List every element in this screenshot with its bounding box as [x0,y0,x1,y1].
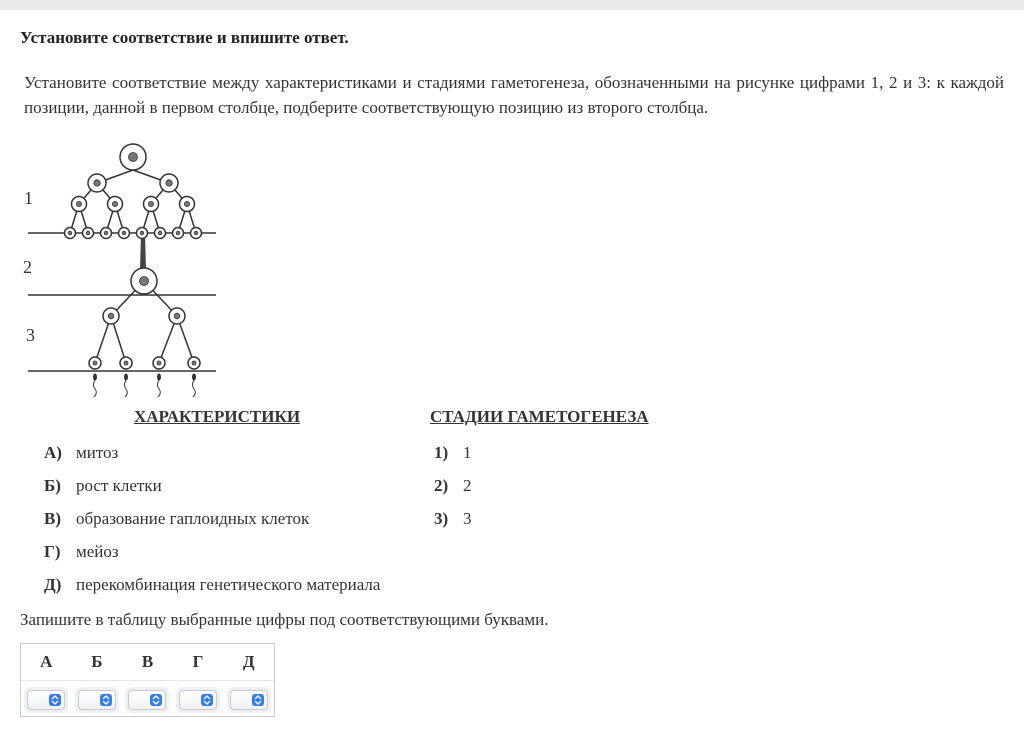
characteristic-item [44,509,309,529]
stages-header: СТАДИИ ГАМЕТОГЕНЕЗА [430,407,649,426]
answer-letter-b: Б [91,652,103,671]
answer-select-d[interactable] [230,690,268,710]
answer-select-v[interactable] [128,690,166,710]
characteristic-letter: Г) [44,542,61,561]
stage-number: 1) [434,443,449,462]
stage-text: 3 [463,509,472,528]
characteristics-header: ХАРАКТЕРИСТИКИ [134,407,301,426]
characteristic-text: рост клетки [76,476,162,495]
answer-select-g[interactable] [179,690,217,710]
stage-label-1: 1 [24,188,33,208]
stage-text: 2 [463,476,472,495]
top-bar [0,0,1024,10]
select-arrows-icon [150,694,162,706]
instruction-text: Запишите в таблицу выбранные цифры под соответствующими буквами. [20,610,549,629]
answer-letter-d: Д [242,652,255,671]
select-arrows-icon [100,694,112,706]
characteristic-letter: В) [44,509,61,528]
answer-table [20,643,275,717]
characteristic-item [44,476,162,496]
stage-label-2: 2 [23,257,32,277]
select-arrows-icon [49,694,61,706]
stage-item [434,476,472,496]
stage-text: 1 [463,443,472,462]
characteristic-item [44,575,380,595]
stage-item [434,509,472,529]
characteristic-item [44,542,119,562]
answer-letter-v: В [141,652,154,671]
characteristic-item [44,443,118,463]
task-text: Установите соответствие между характеристиками и стадиями гаметогенеза, обозначенными на рисунке цифрами 1, 2 и 3: к каждой позиции, данной в первом столбце, подберите соответствующую позицию из второго столбца. [24,73,1004,117]
select-arrows-icon [252,694,264,706]
characteristic-letter: А) [44,443,62,462]
select-arrows-icon [201,694,213,706]
characteristic-text: перекомбинация генетического материала [76,575,381,594]
characteristic-letter: Б) [44,476,61,495]
characteristic-letter: Д) [44,575,62,594]
answer-letter-g: Г [192,652,204,671]
answer-select-row [21,680,274,718]
stage-number: 2) [434,476,449,495]
stage-number: 3) [434,509,449,528]
characteristic-text: митоз [76,443,119,462]
characteristic-text: образование гаплоидных клеток [76,509,310,528]
answer-select-b[interactable] [78,690,116,710]
gametogenesis-diagram [20,138,220,400]
answer-letter-a: А [40,652,53,671]
answer-select-a[interactable] [27,690,65,710]
stage-item [434,443,472,463]
characteristic-text: мейоз [76,542,119,561]
stage-label-3: 3 [26,325,35,345]
answer-header-row [21,644,274,680]
task-title: Установите соответствие и впишите ответ. [20,28,349,47]
